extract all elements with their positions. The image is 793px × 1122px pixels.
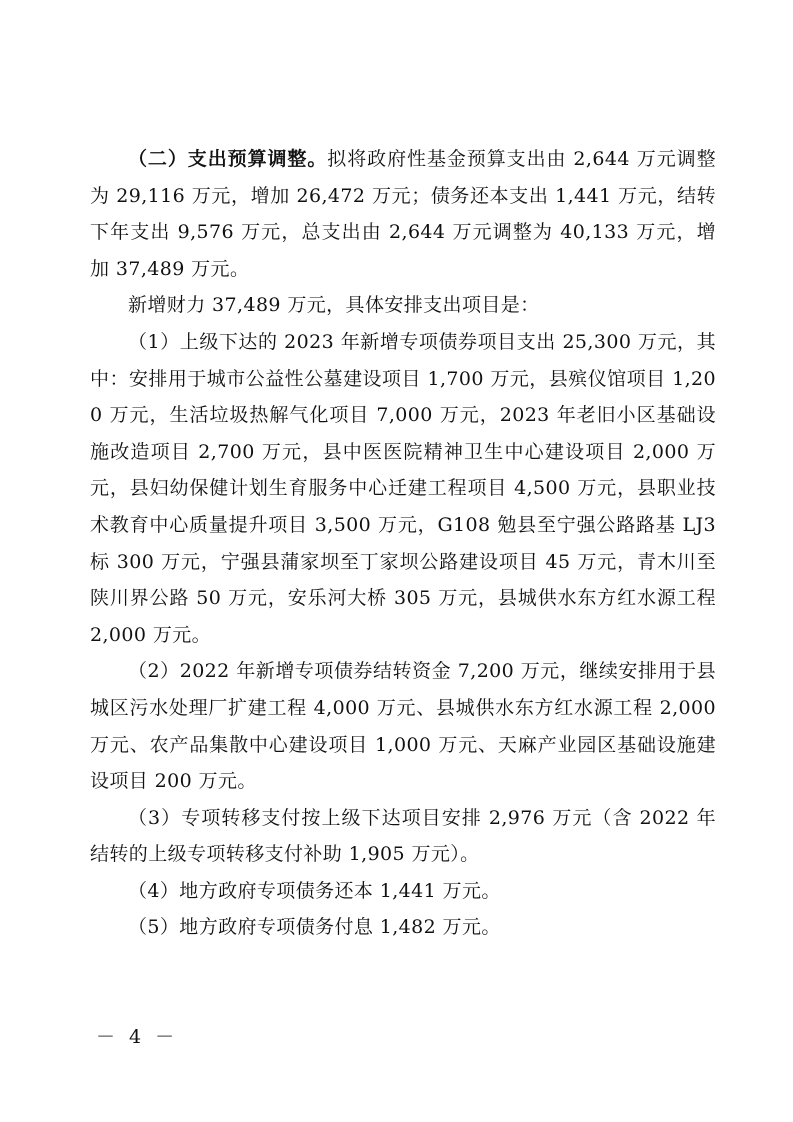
paragraph-text: 拟将政府性基金预算支出由 2,644 万元调整为 29,116 万元，增加 26,472 万元；债务还本支出 1,441 万元，结转下年支出 9,576 万元，总支出由 2,644 万元调整为 40,133 万元，增加 37,489 万元。: [90, 148, 716, 280]
section-heading: （二）支出预算调整。: [128, 148, 328, 170]
page-number: － 4 －: [96, 1026, 179, 1048]
paragraph-item-4: （4）地方政府专项债务还本 1,441 万元。: [128, 879, 501, 902]
paragraph-item-2: （2）2022 年新增专项债券结转资金 7,200 万元，继续安排用于县城区污水处理厂扩建工程 4,000 万元、县城供水东方红水源工程 2,000 万元、农产品集散中心建设项目 1,000 万元、天麻产业园区基础设施建设项目 200 万元。: [90, 660, 716, 793]
paragraph-item-5: （5）地方政府专项债务付息 1,482 万元。: [128, 916, 501, 939]
document-body: [90, 141, 716, 946]
paragraph-new-funds: 新增财力 37,489 万元，具体安排支出项目是：: [128, 294, 540, 317]
paragraph-item-3: （3）专项转移支付按上级下达项目安排 2,976 万元（含 2022 年结转的上级专项转移支付补助 1,905 万元）。: [90, 806, 716, 866]
paragraph-expenditure-adjustment: [90, 141, 716, 287]
paragraph-item-1: （1）上级下达的 2023 年新增专项债券项目支出 25,300 万元，其中：安排用于城市公益性公墓建设项目 1,700 万元，县殡仪馆项目 1,200 万元，生活垃圾热解气化项目 7,000 万元，2023 年老旧小区基础设施改造项目 2,700 万元，县中医医院精神卫生中心建设项目 2,000 万元，县妇幼保健计划生育服务中心迁建工程项目 4,500 万元，县职业技术教育中心质量提升项目 3,500 万元，G108 勉县至宁强公路路基 LJ3 标 300 万元，宁强县蒲家坝至丁家坝公路建设项目 45 万元，青木川至陕川界公路 50 万元，安乐河大桥 305 万元，县城供水东方红水源工程 2,000 万元。: [90, 330, 716, 646]
